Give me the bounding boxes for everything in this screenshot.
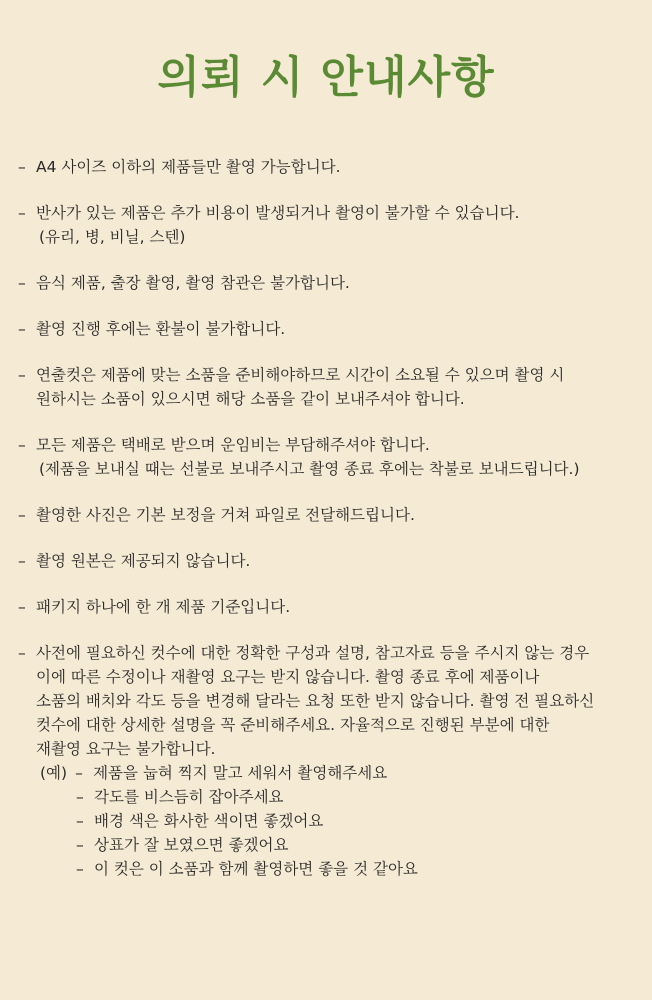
example-item: [36, 857, 632, 881]
notice-item: [0, 549, 652, 573]
notice-item: [0, 201, 652, 249]
notice-item: [0, 155, 652, 179]
example-header: [36, 761, 632, 785]
notice-text: 소품의 배치와 각도 등을 변경해 달라는 요청 또한 받지 않습니다. 촬영 전 필요하신: [36, 692, 595, 710]
notice-list: [0, 155, 652, 903]
notice-text: 모든 제품은 택배로 받으며 운임비는 부담해주셔야 합니다.: [36, 436, 430, 454]
notice-text: 이에 따른 수정이나 재촬영 요구는 받지 않습니다. 촬영 종료 후에 제품이나: [36, 668, 540, 686]
notice-subtext: (유리, 병, 비닐, 스텐): [39, 228, 186, 246]
notice-text: 원하시는 소품이 있으시면 해당 소품을 같이 보내주셔야 합니다.: [36, 390, 465, 408]
notice-text: 패키지 하나에 한 개 제품 기준입니다.: [36, 598, 291, 616]
dash-bullet: –: [75, 764, 83, 782]
example-text: 상표가 잘 보였으면 좋겠어요: [94, 836, 289, 854]
notice-item: [0, 363, 652, 411]
notice-item: [0, 641, 652, 881]
notice-item: [0, 433, 652, 481]
dash-bullet: –: [18, 366, 26, 384]
notice-text: 촬영한 사진은 기본 보정을 거쳐 파일로 전달해드립니다.: [36, 506, 415, 524]
example-list: [36, 761, 632, 881]
notice-text: 연출컷은 제품에 맞는 소품을 준비해야하므로 시간이 소요될 수 있으며 촬영 시: [36, 366, 565, 384]
notice-text: 사전에 필요하신 컷수에 대한 정확한 구성과 설명, 참고자료 등을 주시지 않는 경우: [36, 644, 590, 662]
dash-bullet: –: [76, 836, 84, 854]
dash-bullet: –: [18, 644, 26, 662]
notice-item: [0, 595, 652, 619]
page-title: 의뢰 시 안내사항: [157, 52, 495, 103]
notice-text: 반사가 있는 제품은 추가 비용이 발생되거나 촬영이 불가할 수 있습니다.: [36, 204, 520, 222]
example-item: [36, 833, 632, 857]
notice-item: [0, 317, 652, 341]
dash-bullet: –: [18, 274, 26, 292]
example-text: 이 컷은 이 소품과 함께 촬영하면 좋을 것 같아요: [94, 860, 418, 878]
notice-text: 컷수에 대한 상세한 설명을 꼭 준비해주세요. 자율적으로 진행된 부분에 대한: [36, 716, 550, 734]
notice-text: 음식 제품, 출장 촬영, 촬영 참관은 불가합니다.: [36, 274, 350, 292]
dash-bullet: –: [76, 788, 84, 806]
example-item: [36, 809, 632, 833]
dash-bullet: –: [18, 158, 26, 176]
notice-text: 재촬영 요구는 불가합니다.: [36, 740, 216, 758]
example-label: (예): [40, 764, 68, 782]
dash-bullet: –: [76, 860, 84, 878]
example-text: 제품을 눕혀 찍지 말고 세워서 촬영해주세요: [93, 764, 388, 782]
notice-text: 촬영 진행 후에는 환불이 불가합니다.: [36, 320, 286, 338]
notice-item: [0, 271, 652, 295]
example-item: [36, 785, 632, 809]
example-text: 각도를 비스듬히 잡아주세요: [94, 788, 284, 806]
dash-bullet: –: [76, 812, 84, 830]
dash-bullet: –: [18, 552, 26, 570]
dash-bullet: –: [18, 506, 26, 524]
example-text: 배경 색은 화사한 색이면 좋겠어요: [94, 812, 324, 830]
notice-item: [0, 503, 652, 527]
dash-bullet: –: [18, 320, 26, 338]
dash-bullet: –: [18, 436, 26, 454]
dash-bullet: –: [18, 204, 26, 222]
notice-subtext: (제품을 보내실 때는 선불로 보내주시고 촬영 종료 후에는 착불로 보내드립니다.): [39, 460, 580, 478]
notice-text: 촬영 원본은 제공되지 않습니다.: [36, 552, 251, 570]
dash-bullet: –: [18, 598, 26, 616]
notice-text: A4 사이즈 이하의 제품들만 촬영 가능합니다.: [36, 158, 341, 176]
